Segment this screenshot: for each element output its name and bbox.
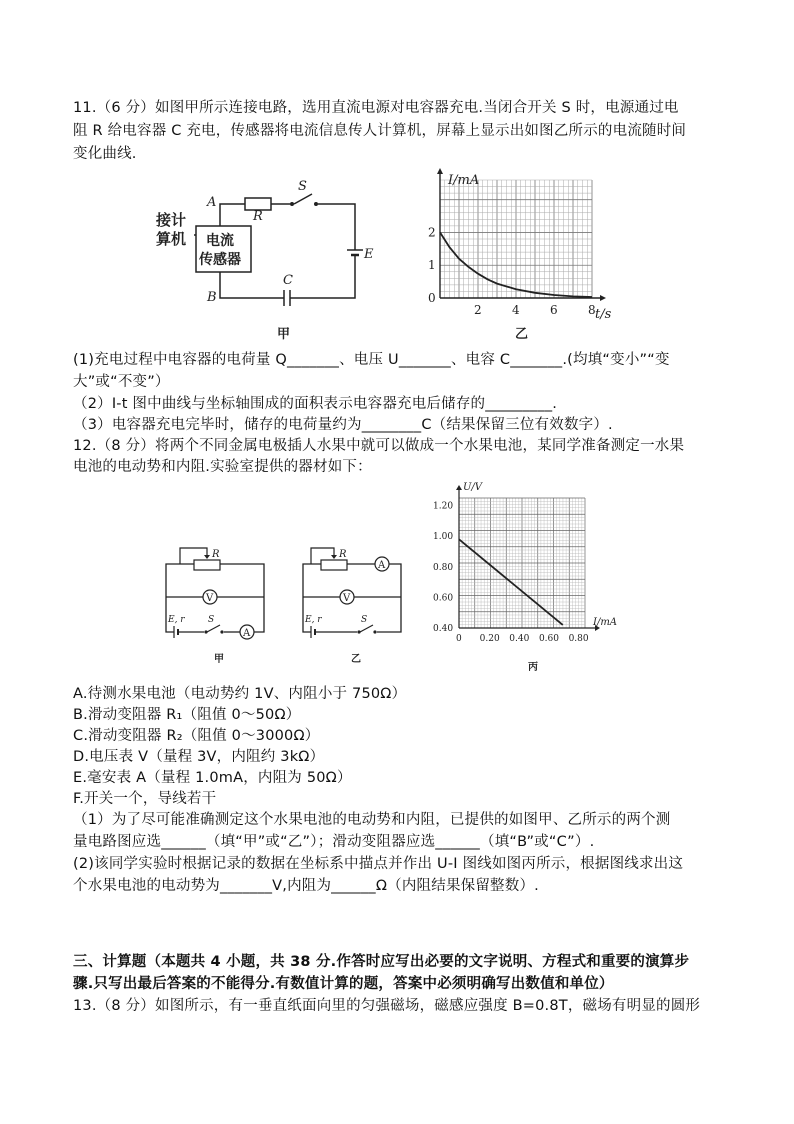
x-tick-label: 0.20: [479, 634, 500, 644]
x-tick-label: 0.60: [538, 634, 559, 644]
y-axis-label: I/mA: [448, 173, 480, 188]
rheostat-r: [194, 560, 220, 570]
x-tick-label: 0.40: [509, 634, 530, 644]
q11-sub2: （2）I-t 图中曲线与坐标轴围成的面积表示电容器充电后储存的_________.: [73, 396, 558, 412]
q12-circuit-jia: [160, 540, 280, 670]
q11-stem-line-3: 变化曲线.: [73, 146, 137, 162]
q12-sub2-line-2: 个水果电池的电动势为_______V,内阻为______Ω（内阻结果保留整数）.: [73, 878, 539, 894]
svg-text:R: R: [212, 549, 220, 560]
svg-text:R: R: [339, 549, 347, 560]
y-tick-label: 1.20: [433, 501, 454, 512]
q12-sub1-line-2: 量电路图应选______（填“甲”或“乙”）；滑动变阻器应选______（填“B”或“C”）.: [73, 834, 595, 850]
x-tick-label: 6: [550, 303, 558, 317]
q12-item-d: D.电压表 V（量程 3V，内阻约 3kΩ）: [73, 749, 325, 765]
caption-yi: 乙: [351, 654, 361, 665]
y-axis-arrow: [437, 168, 443, 174]
y-tick-label: 2: [428, 225, 436, 240]
svg-text:E, r: E, r: [168, 615, 185, 625]
x-tick-label: 0: [456, 634, 462, 644]
q12-item-c: C.滑动变阻器 R₂（阻值 0～3000Ω）: [73, 728, 320, 744]
q12-item-e: E.毫安表 A（量程 1.0mA，内阻为 50Ω）: [73, 770, 352, 786]
x-tick-label: 4: [512, 303, 520, 317]
caption-bing: 丙: [528, 662, 538, 673]
caption-jia: 甲: [214, 654, 224, 665]
section3-heading-line-2: 骤.只写出最后答案的不能得分.有数值计算的题，答案中必须明确写出数值和单位）: [73, 976, 614, 992]
x-tick-label: 8: [588, 303, 596, 317]
y-axis-label: U/V: [463, 482, 483, 493]
q12-item-f: F.开关一个，导线若干: [73, 791, 217, 807]
switch-s: [294, 194, 312, 204]
svg-text:A: A: [378, 560, 386, 571]
y-tick-label: 0.40: [433, 624, 454, 634]
switch: [360, 625, 373, 632]
chart-grid: [440, 180, 592, 298]
computer-label-2: 算机: [156, 230, 187, 248]
y-tick-label: 0.60: [433, 593, 454, 604]
label-c: C: [283, 273, 293, 288]
switch: [207, 625, 220, 632]
sensor-label-2: 传感器: [199, 252, 241, 268]
x-tick-label: 0.80: [568, 634, 589, 644]
q12-circuit-yi: [297, 540, 417, 670]
q11-current-time-chart: [420, 168, 620, 343]
caption-jia: 甲: [277, 327, 291, 342]
q12-voltage-current-chart: [425, 478, 625, 676]
q12-stem-line-2: 电池的电动势和内阻.实验室提供的器材如下：: [73, 459, 372, 475]
svg-text:S: S: [208, 615, 215, 625]
y-tick-label: 1.00: [433, 532, 454, 543]
q11-sub1-line-2: 大”或“不变”）: [73, 374, 170, 390]
svg-text:A: A: [243, 628, 251, 639]
svg-text:V: V: [343, 593, 351, 604]
x-axis-label: I/mA: [593, 617, 618, 628]
y-tick-label: 0: [428, 291, 436, 305]
q11-sub1-line-1: (1)充电过程中电容器的电荷量 Q_______、电压 U_______、电容 C_______.(均填“变小”“变: [73, 352, 670, 368]
label-b: B: [207, 290, 217, 305]
y-axis-arrow: [456, 485, 462, 490]
sensor-label-1: 电流: [206, 233, 234, 249]
x-tick-label: 2: [474, 303, 482, 317]
svg-text:S: S: [361, 615, 368, 625]
label-s: S: [298, 179, 307, 194]
y-tick-label: 1: [428, 258, 436, 273]
x-axis-arrow: [600, 295, 606, 301]
svg-text:V: V: [206, 593, 214, 604]
computer-label-1: 接计: [156, 211, 187, 229]
q12-item-a: A.待测水果电池（电动势约 1V、内阻小于 750Ω）: [73, 686, 407, 702]
svg-text:E, r: E, r: [305, 615, 322, 625]
chart-axes: [456, 485, 600, 631]
caption-yi: 乙: [515, 327, 529, 342]
q12-item-b: B.滑动变阻器 R₁（阻值 0～50Ω）: [73, 707, 301, 723]
y-tick-label: 0.80: [433, 562, 454, 573]
label-a: A: [207, 195, 217, 210]
q11-circuit-diagram: [150, 170, 410, 345]
label-e: E: [364, 247, 374, 262]
q12-sub1-line-1: （1）为了尽可能准确测定这个水果电池的电动势和内阻，已提供的如图甲、乙所示的两个测: [73, 812, 671, 828]
q13-stem-line-1: 13.（8 分）如图所示，有一垂直纸面向里的匀强磁场，磁感应强度 B=0.8T，磁场有明显的圆形: [73, 998, 701, 1014]
rheostat-r: [321, 560, 347, 570]
q12-sub2-line-1: (2)该同学实验时根据记录的数据在坐标系中描点并作出 U-I 图线如图丙所示，根据图线求出这: [73, 856, 684, 872]
x-axis-label: t/s: [595, 307, 612, 322]
q11-sub3: （3）电容器充电完毕时，储存的电荷量约为________C（结果保留三位有效数字）.: [73, 417, 613, 433]
section3-heading-line-1: 三、计算题（本题共 4 小题，共 38 分.作答时应写出必要的文字说明、方程式和重要的演算步: [73, 954, 690, 970]
q12-stem-line-1: 12.（8 分）将两个不同金属电极插人水果中就可以做成一个水果电池，某同学准备测定一水果: [73, 438, 685, 454]
label-r: R: [253, 209, 263, 224]
q11-stem-line-1: 11.（6 分）如图甲所示连接电路，选用直流电源对电容器充电.当闭合开关 S 时，电源通过电: [73, 100, 679, 116]
chart-grid: [459, 498, 585, 628]
q11-stem-line-2: 阻 R 给电容器 C 充电，传感器将电流信息传人计算机，屏幕上显示出如图乙所示的电流随时间: [73, 123, 687, 139]
